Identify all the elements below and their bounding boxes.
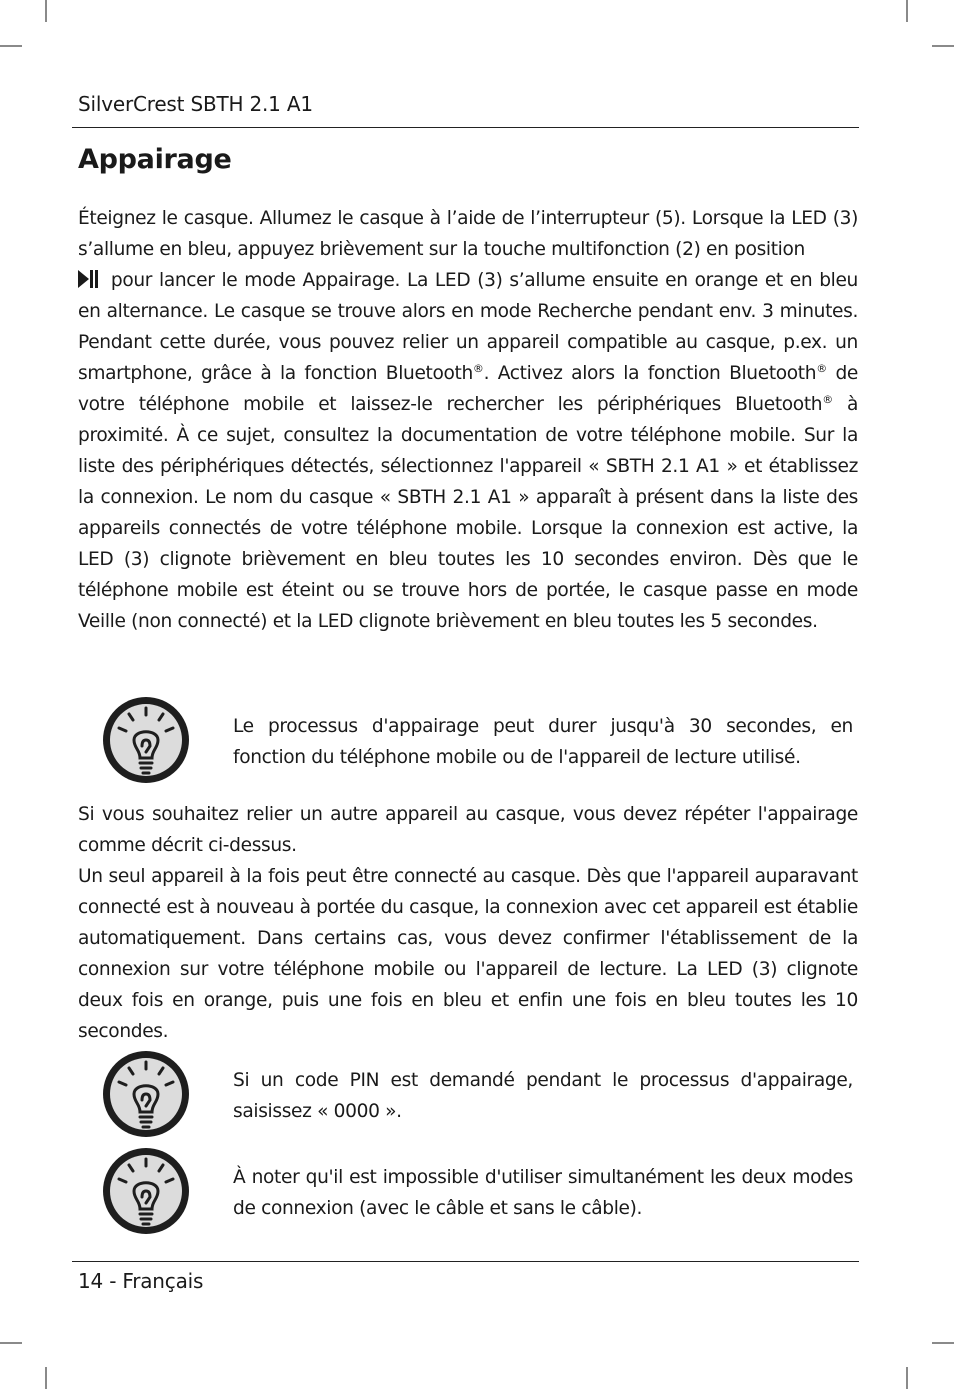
pairing-text-4: de votre téléphone mobile et laissez-le rechercher les périphériques Bluetooth <box>78 363 858 415</box>
pairing-text-3: . Activez alors la fonction Bluetooth <box>483 363 817 384</box>
play-pause-icon <box>78 270 100 288</box>
pairing-text-1: Éteignez le casque. Allumez le casque à l’aide de l’interrupteur (5). Lorsque la LED (3) s’allume en bleu, appuyez brièvement sur la touche multifonction (2) en position <box>78 208 858 260</box>
registered-mark: ® <box>822 392 833 406</box>
crop-mark <box>0 1342 22 1344</box>
note-text: À noter qu'il est impossible d'utiliser simultanément les deux modes de connexion (avec le câble et sans le câble). <box>233 1167 853 1219</box>
crop-mark <box>0 45 22 47</box>
lightbulb-icon <box>102 1147 190 1235</box>
crop-mark <box>906 1367 908 1389</box>
note-text: Si un code PIN est demandé pendant le processus d'appairage, saisissez « 0000 ». <box>233 1070 853 1122</box>
crop-mark <box>906 0 908 22</box>
section-title: Appairage <box>78 144 232 175</box>
pairing-text-5: à proximité. À ce sujet, consultez la documentation de votre téléphone mobile. Sur la liste des périphériques détectés, sélectionnez l'appareil « SBTH 2.1 A1 » et établissez la connexion. Le nom du casque « SBTH 2.1 A1 » apparaît à présent dans la liste des appareils connectés de votre téléphone mobile. Lorsque la connexion est active, la LED (3) clignote brièvement en bleu toutes les 10 secondes environ. Dès que le téléphone mobile est éteint ou se trouve hors de portée, le casque passe en mode Veille (non connecté) et la LED clignote brièvement en bleu toutes les 5 secondes. <box>78 394 858 632</box>
crop-mark <box>45 0 47 22</box>
crop-mark <box>45 1367 47 1389</box>
page-number: 14 - Français <box>78 1269 204 1293</box>
lightbulb-icon <box>102 696 190 784</box>
single-device-paragraph: Un seul appareil à la fois peut être connecté au casque. Dès que l'appareil auparavant connecté est à nouveau à portée du casque, la connexion avec cet appareil est établie automatiquement. Dans certains cas, vous devez confirmer l'établissement de la connexion sur votre téléphone mobile ou l'appareil de lecture. La LED (3) clignote deux fois en orange, puis une fois en bleu et enfin une fois en bleu toutes les 10 secondes. <box>78 866 858 1042</box>
repeat-pairing-paragraph: Si vous souhaitez relier un autre appareil au casque, vous devez répéter l'appairage comme décrit ci-dessus. <box>78 804 858 856</box>
running-header: SilverCrest SBTH 2.1 A1 <box>78 92 313 116</box>
footer-rule <box>72 1261 859 1262</box>
registered-mark: ® <box>816 361 827 375</box>
pairing-text-2: pour lancer le mode Appairage. La LED (3) s’allume ensuite en orange et en bleu en alternance. Le casque se trouve alors en mode Recherche pendant env. 3 minutes. Pendant cette durée, vous pouvez relier un appareil compatible au casque, p.ex. un smartphone, grâce à la fonction Bluetooth <box>78 270 858 384</box>
pairing-paragraph <box>78 203 858 637</box>
lightbulb-icon <box>102 1050 190 1138</box>
header-rule <box>72 127 859 128</box>
crop-mark <box>932 45 954 47</box>
crop-mark <box>932 1342 954 1344</box>
registered-mark: ® <box>472 361 484 375</box>
note-text: Le processus d'appairage peut durer jusqu'à 30 secondes, en fonction du téléphone mobile ou de l'appareil de lecture utilisé. <box>233 716 853 768</box>
